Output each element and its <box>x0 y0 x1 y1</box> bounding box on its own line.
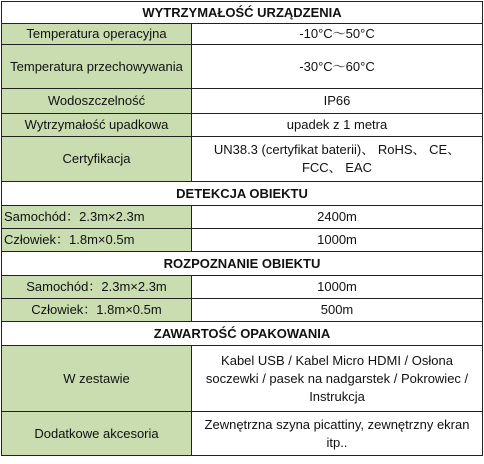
table-row <box>2 45 483 89</box>
spec-value-waterproof: IP66 <box>192 89 483 114</box>
table-row <box>2 346 483 412</box>
section-title-recognition: ROZPOZNANIE OBIEKTU <box>2 252 483 276</box>
section-title-detection: DETEKCJA OBIEKTU <box>2 182 483 206</box>
table-row <box>2 24 483 45</box>
spec-label-detection-human: Człowiek：1.8m×0.5m <box>2 229 192 252</box>
section-header-row <box>2 252 483 276</box>
spec-label-operating-temperature: Temperatura operacyjna <box>2 24 192 45</box>
spec-label-detection-car: Samochód：2.3m×2.3m <box>2 206 192 229</box>
spec-value-accessories: Zewnętrzna szyna picattiny, zewnętrzny ekran itp.. <box>192 412 483 456</box>
spec-value-operating-temperature: -10°C～50°C <box>192 24 483 45</box>
table-row <box>2 114 483 137</box>
table-row <box>2 412 483 456</box>
section-title-durability: WYTRZYMAŁOŚĆ URZĄDZENIA <box>2 2 483 24</box>
spec-value-recognition-human: 500m <box>192 299 483 322</box>
spec-label-accessories: Dodatkowe akcesoria <box>2 412 192 456</box>
spec-label-in-box: W zestawie <box>2 346 192 412</box>
spec-value-recognition-car: 1000m <box>192 276 483 299</box>
spec-label-storage-temperature: Temperatura przechowywania <box>2 45 192 89</box>
spec-value-drop-resistance: upadek z 1 metra <box>192 114 483 137</box>
table-row <box>2 229 483 252</box>
specification-table <box>1 1 483 456</box>
spec-label-certification: Certyfikacja <box>2 137 192 182</box>
table-row <box>2 276 483 299</box>
table-row <box>2 137 483 182</box>
spec-value-in-box: Kabel USB / Kabel Micro HDMI / Osłona soczewki / pasek na nadgarstek / Pokrowiec / Instrukcja <box>192 346 483 412</box>
section-header-row <box>2 322 483 346</box>
spec-value-detection-car: 2400m <box>192 206 483 229</box>
spec-label-recognition-car: Samochód：2.3m×2.3m <box>2 276 192 299</box>
spec-value-certification: UN38.3 (certyfikat baterii)、 RoHS、 CE、 FCC、 EAC <box>192 137 483 182</box>
table-row <box>2 299 483 322</box>
table-row <box>2 206 483 229</box>
spec-label-recognition-human: Człowiek：1.8m×0.5m <box>2 299 192 322</box>
section-header-row <box>2 2 483 24</box>
spec-label-waterproof: Wodoszczelność <box>2 89 192 114</box>
section-title-package: ZAWARTOŚĆ OPAKOWANIA <box>2 322 483 346</box>
spec-value-detection-human: 1000m <box>192 229 483 252</box>
spec-label-drop-resistance: Wytrzymałość upadkowa <box>2 114 192 137</box>
spec-value-storage-temperature: -30°C～60°C <box>192 45 483 89</box>
table-row <box>2 89 483 114</box>
section-header-row <box>2 182 483 206</box>
